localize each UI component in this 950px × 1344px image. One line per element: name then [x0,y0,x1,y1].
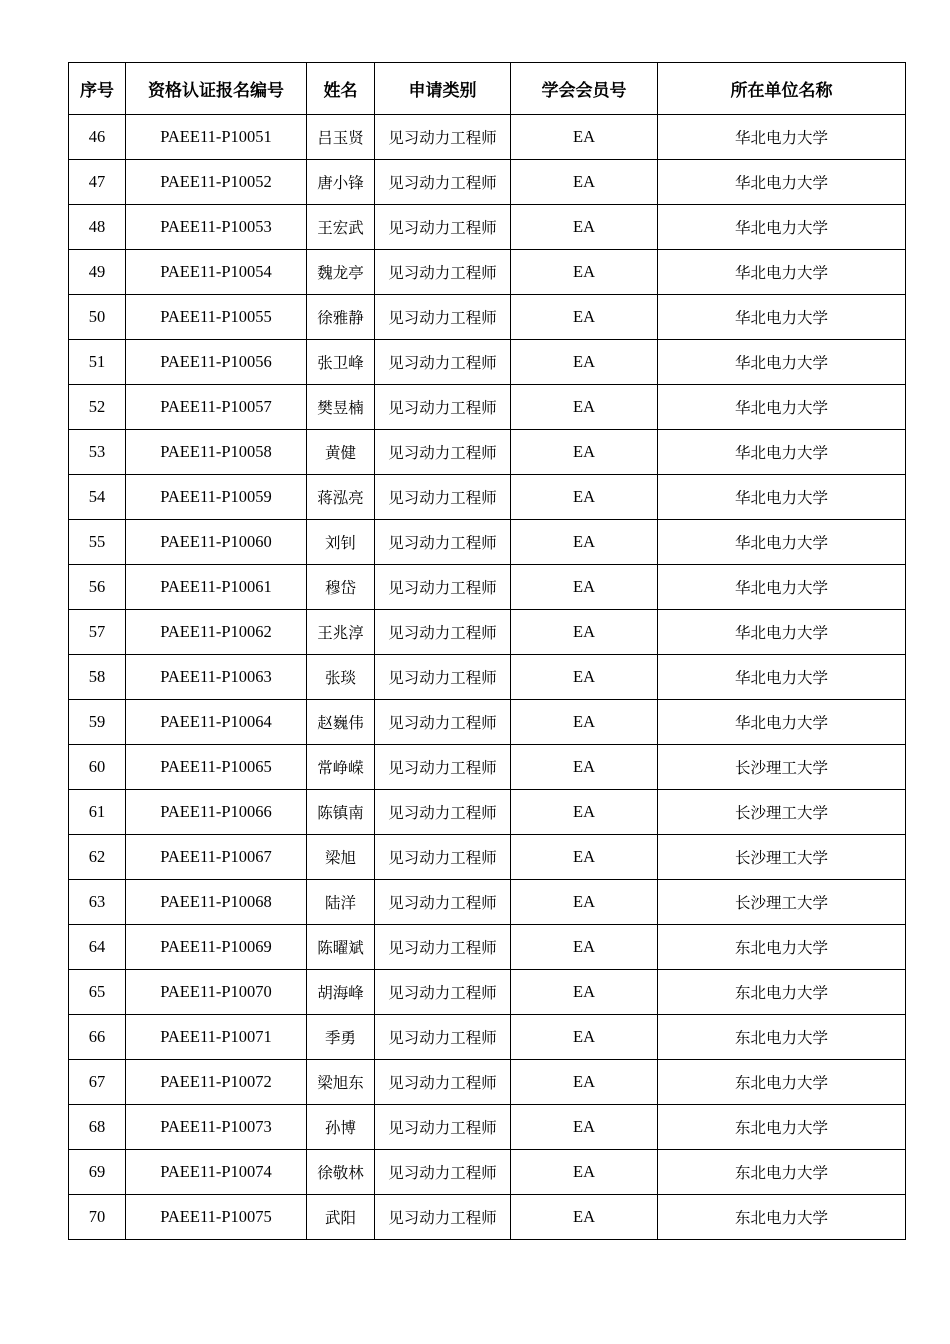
cell-category: 见习动力工程师 [375,790,511,835]
cell-member-number: EA [511,475,658,520]
cell-category: 见习动力工程师 [375,925,511,970]
cell-name: 王兆淳 [307,610,375,655]
cell-registration-code: PAEE11-P10060 [126,520,307,565]
cell-registration-code: PAEE11-P10067 [126,835,307,880]
cell-name: 穆岱 [307,565,375,610]
cell-name: 樊昱楠 [307,385,375,430]
cell-category: 见习动力工程师 [375,385,511,430]
cell-member-number: EA [511,205,658,250]
header-organization: 所在单位名称 [658,63,906,115]
cell-category: 见习动力工程师 [375,430,511,475]
cell-seq: 62 [69,835,126,880]
cell-seq: 49 [69,250,126,295]
cell-name: 刘钊 [307,520,375,565]
cell-category: 见习动力工程师 [375,745,511,790]
cell-category: 见习动力工程师 [375,1015,511,1060]
cell-registration-code: PAEE11-P10065 [126,745,307,790]
cell-member-number: EA [511,1150,658,1195]
cell-category: 见习动力工程师 [375,655,511,700]
table-row [69,430,906,475]
cell-member-number: EA [511,430,658,475]
table-row [69,115,906,160]
cell-member-number: EA [511,655,658,700]
table-row [69,295,906,340]
header-registration-code: 资格认证报名编号 [126,63,307,115]
cell-seq: 52 [69,385,126,430]
cell-registration-code: PAEE11-P10070 [126,970,307,1015]
cell-organization: 东北电力大学 [658,1015,906,1060]
cell-organization: 华北电力大学 [658,475,906,520]
cell-category: 见习动力工程师 [375,115,511,160]
table-row [69,700,906,745]
table-row [69,565,906,610]
cell-organization: 华北电力大学 [658,115,906,160]
cell-organization: 东北电力大学 [658,1195,906,1240]
cell-organization: 长沙理工大学 [658,835,906,880]
cell-registration-code: PAEE11-P10058 [126,430,307,475]
cell-member-number: EA [511,385,658,430]
table-row [69,1195,906,1240]
cell-seq: 69 [69,1150,126,1195]
cell-registration-code: PAEE11-P10053 [126,205,307,250]
cell-registration-code: PAEE11-P10052 [126,160,307,205]
cell-seq: 67 [69,1060,126,1105]
cell-member-number: EA [511,340,658,385]
table-body [69,115,906,1240]
cell-member-number: EA [511,1015,658,1060]
cell-name: 武阳 [307,1195,375,1240]
cell-registration-code: PAEE11-P10051 [126,115,307,160]
cell-registration-code: PAEE11-P10054 [126,250,307,295]
certification-roster-table [68,62,906,1240]
cell-member-number: EA [511,520,658,565]
cell-member-number: EA [511,790,658,835]
cell-name: 徐敬林 [307,1150,375,1195]
table-row [69,835,906,880]
cell-organization: 华北电力大学 [658,385,906,430]
cell-name: 孙博 [307,1105,375,1150]
cell-name: 张琰 [307,655,375,700]
cell-name: 蒋泓亮 [307,475,375,520]
cell-seq: 56 [69,565,126,610]
cell-organization: 华北电力大学 [658,700,906,745]
cell-seq: 64 [69,925,126,970]
cell-registration-code: PAEE11-P10072 [126,1060,307,1105]
cell-registration-code: PAEE11-P10075 [126,1195,307,1240]
cell-seq: 50 [69,295,126,340]
cell-organization: 华北电力大学 [658,520,906,565]
table-row [69,880,906,925]
cell-name: 胡海峰 [307,970,375,1015]
table-row [69,205,906,250]
cell-category: 见习动力工程师 [375,475,511,520]
cell-registration-code: PAEE11-P10057 [126,385,307,430]
cell-registration-code: PAEE11-P10063 [126,655,307,700]
cell-seq: 65 [69,970,126,1015]
cell-organization: 华北电力大学 [658,160,906,205]
cell-registration-code: PAEE11-P10064 [126,700,307,745]
cell-seq: 70 [69,1195,126,1240]
cell-name: 陆洋 [307,880,375,925]
cell-registration-code: PAEE11-P10073 [126,1105,307,1150]
cell-registration-code: PAEE11-P10062 [126,610,307,655]
header-seq: 序号 [69,63,126,115]
cell-seq: 59 [69,700,126,745]
cell-member-number: EA [511,1105,658,1150]
table-row [69,655,906,700]
cell-registration-code: PAEE11-P10061 [126,565,307,610]
cell-member-number: EA [511,610,658,655]
cell-name: 唐小锋 [307,160,375,205]
cell-member-number: EA [511,160,658,205]
cell-name: 徐雅静 [307,295,375,340]
cell-organization: 长沙理工大学 [658,790,906,835]
cell-name: 王宏武 [307,205,375,250]
table-row [69,1015,906,1060]
cell-seq: 55 [69,520,126,565]
cell-member-number: EA [511,115,658,160]
cell-registration-code: PAEE11-P10059 [126,475,307,520]
cell-name: 季勇 [307,1015,375,1060]
header-category: 申请类别 [375,63,511,115]
table-row [69,745,906,790]
cell-member-number: EA [511,295,658,340]
cell-name: 陈曜斌 [307,925,375,970]
table-row [69,925,906,970]
cell-name: 魏龙亭 [307,250,375,295]
cell-organization: 华北电力大学 [658,250,906,295]
cell-organization: 东北电力大学 [658,1060,906,1105]
cell-registration-code: PAEE11-P10066 [126,790,307,835]
cell-registration-code: PAEE11-P10068 [126,880,307,925]
cell-seq: 57 [69,610,126,655]
cell-seq: 53 [69,430,126,475]
cell-category: 见习动力工程师 [375,1105,511,1150]
table-row [69,160,906,205]
cell-organization: 华北电力大学 [658,205,906,250]
cell-category: 见习动力工程师 [375,835,511,880]
cell-seq: 51 [69,340,126,385]
table-row [69,1060,906,1105]
cell-organization: 华北电力大学 [658,610,906,655]
cell-organization: 长沙理工大学 [658,745,906,790]
cell-name: 陈镇南 [307,790,375,835]
cell-category: 见习动力工程师 [375,565,511,610]
cell-seq: 48 [69,205,126,250]
cell-name: 梁旭 [307,835,375,880]
cell-name: 黄健 [307,430,375,475]
cell-category: 见习动力工程师 [375,1195,511,1240]
cell-organization: 华北电力大学 [658,340,906,385]
table-header-row [69,63,906,115]
cell-member-number: EA [511,250,658,295]
table-row [69,1150,906,1195]
cell-name: 梁旭东 [307,1060,375,1105]
cell-name: 张卫峰 [307,340,375,385]
table-row [69,790,906,835]
cell-member-number: EA [511,700,658,745]
cell-seq: 68 [69,1105,126,1150]
cell-seq: 58 [69,655,126,700]
cell-registration-code: PAEE11-P10071 [126,1015,307,1060]
table-row [69,340,906,385]
table-row [69,475,906,520]
table-row [69,970,906,1015]
cell-member-number: EA [511,565,658,610]
cell-seq: 54 [69,475,126,520]
cell-category: 见习动力工程师 [375,1150,511,1195]
cell-member-number: EA [511,1060,658,1105]
cell-category: 见习动力工程师 [375,520,511,565]
table-row [69,520,906,565]
cell-organization: 长沙理工大学 [658,880,906,925]
table-row [69,250,906,295]
cell-organization: 东北电力大学 [658,1150,906,1195]
cell-seq: 63 [69,880,126,925]
cell-member-number: EA [511,880,658,925]
table-row [69,610,906,655]
cell-organization: 华北电力大学 [658,430,906,475]
cell-organization: 东北电力大学 [658,1105,906,1150]
cell-member-number: EA [511,1195,658,1240]
cell-organization: 华北电力大学 [658,655,906,700]
cell-category: 见习动力工程师 [375,160,511,205]
cell-name: 赵巍伟 [307,700,375,745]
cell-seq: 47 [69,160,126,205]
cell-organization: 东北电力大学 [658,970,906,1015]
cell-seq: 66 [69,1015,126,1060]
cell-registration-code: PAEE11-P10055 [126,295,307,340]
cell-seq: 61 [69,790,126,835]
cell-category: 见习动力工程师 [375,880,511,925]
header-member-number: 学会会员号 [511,63,658,115]
cell-seq: 60 [69,745,126,790]
cell-registration-code: PAEE11-P10056 [126,340,307,385]
cell-organization: 华北电力大学 [658,295,906,340]
cell-member-number: EA [511,745,658,790]
table-row [69,1105,906,1150]
cell-seq: 46 [69,115,126,160]
cell-category: 见习动力工程师 [375,205,511,250]
cell-category: 见习动力工程师 [375,1060,511,1105]
cell-category: 见习动力工程师 [375,295,511,340]
cell-member-number: EA [511,925,658,970]
cell-name: 吕玉贤 [307,115,375,160]
cell-registration-code: PAEE11-P10069 [126,925,307,970]
cell-name: 常峥嵘 [307,745,375,790]
cell-category: 见习动力工程师 [375,970,511,1015]
cell-organization: 华北电力大学 [658,565,906,610]
cell-category: 见习动力工程师 [375,700,511,745]
cell-registration-code: PAEE11-P10074 [126,1150,307,1195]
table-row [69,385,906,430]
cell-category: 见习动力工程师 [375,340,511,385]
cell-member-number: EA [511,970,658,1015]
cell-category: 见习动力工程师 [375,610,511,655]
cell-category: 见习动力工程师 [375,250,511,295]
cell-organization: 东北电力大学 [658,925,906,970]
cell-member-number: EA [511,835,658,880]
header-name: 姓名 [307,63,375,115]
